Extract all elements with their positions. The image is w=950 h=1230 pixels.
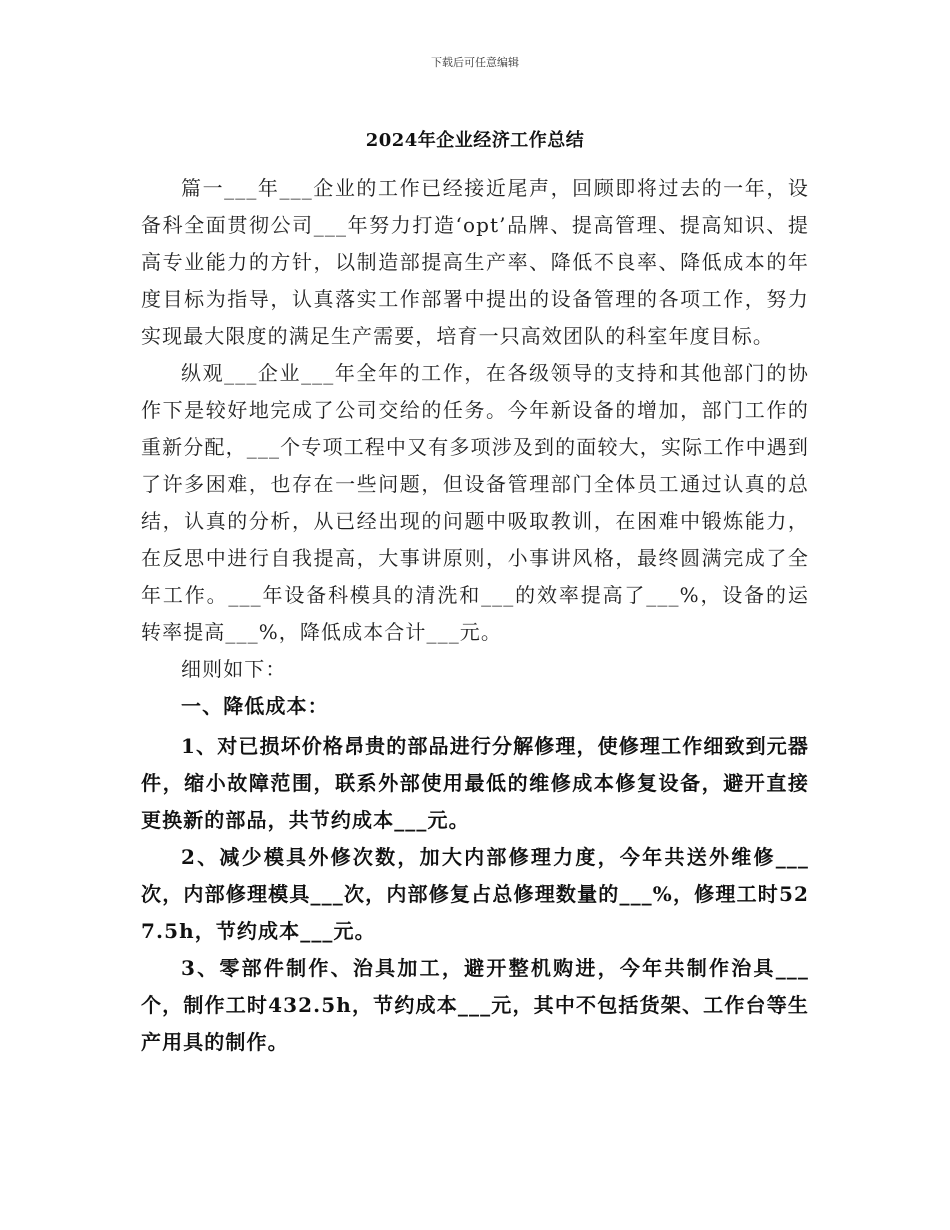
cost-item-3: 3、零部件制作、治具加工，避开整机购进，今年共制作治具___个，制作工时432.5h，节约成本___元，其中不包括货架、工作台等生产用具的制作。 bbox=[141, 956, 809, 1054]
document-body bbox=[141, 170, 809, 1061]
document-title: 2024年企业经济工作总结 bbox=[365, 130, 585, 151]
cost-item-2: 2、减少模具外修次数，加大内部修理力度，今年共送外维修___次，内部修理模具___次，内部修复占总修理数量的___%，修理工时527.5h，节约成本___元。 bbox=[141, 845, 809, 943]
header-note: 下载后可任意编辑 bbox=[431, 56, 519, 69]
paragraph-intro: 篇一___年___企业的工作已经接近尾声，回顾即将过去的一年，设备科全面贯彻公司___年努力打造‘opt’品牌、提高管理、提高知识、提高专业能力的方针，以制造部提高生产率、降低不良率、降低成本的年度目标为指导，认真落实工作部署中提出的设备管理的各项工作，努力实现最大限度的满足生产需要，培育一只高效团队的科室年度目标。 bbox=[141, 176, 809, 348]
paragraph-details-lead: 细则如下： bbox=[181, 657, 287, 681]
section-heading: 一、降低成本： bbox=[181, 694, 329, 718]
paragraph-overview: 纵观___企业___年全年的工作，在各级领导的支持和其他部门的协作下是较好地完成了公司交给的任务。今年新设备的增加，部门工作的重新分配，___个专项工程中又有多项涉及到的面较大，实际工作中遇到了许多困难，也存在一些问题，但设备管理部门全体员工通过认真的总结，认真的分析，从已经出现的问题中吸取教训，在困难中锻炼能力，在反思中进行自我提高，大事讲原则，小事讲风格，最终圆满完成了全年工作。___年设备科模具的清洗和___的效率提高了___%，设备的运转率提高___%，降低成本合计___元。 bbox=[141, 361, 809, 644]
cost-item-1: 1、对已损坏价格昂贵的部品进行分解修理，使修理工作细致到元器件，缩小故障范围，联系外部使用最低的维修成本修复设备，避开直接更换新的部品，共节约成本___元。 bbox=[141, 734, 809, 832]
